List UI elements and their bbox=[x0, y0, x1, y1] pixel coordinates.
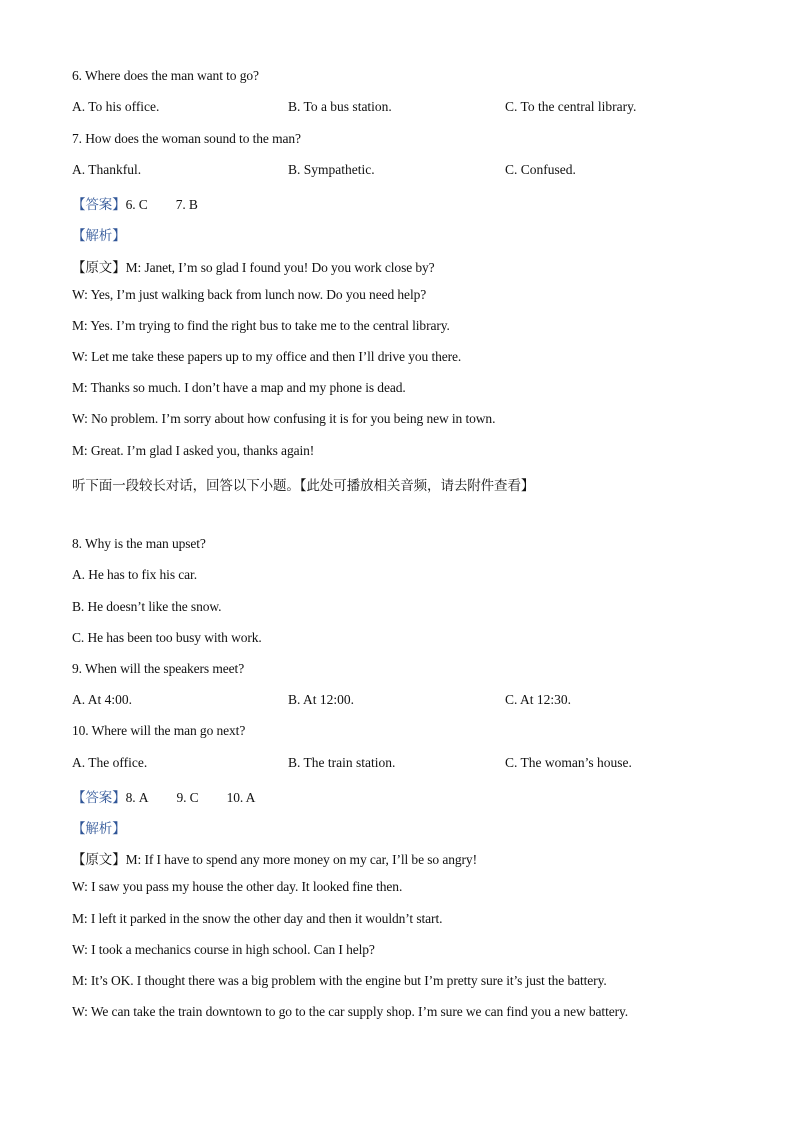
transcript-line-2-0 bbox=[72, 848, 477, 868]
transcript-line-2-1: W: I saw you pass my house the other day. It looked fine then. bbox=[72, 879, 403, 894]
q6-option-b: B. To a bus station. bbox=[288, 99, 392, 114]
question-7: 7. How does the woman sound to the man? bbox=[72, 131, 301, 146]
q9-option-c: C. At 12:30. bbox=[505, 692, 572, 707]
q6-option-a: A. To his office. bbox=[72, 99, 160, 114]
transcript-tag: 【原文】 bbox=[72, 852, 126, 868]
answer-line-1 bbox=[72, 193, 198, 213]
answer-6: 6. C bbox=[125, 197, 148, 212]
answer-tag: 【答案】 bbox=[72, 197, 126, 213]
answer-7: 7. B bbox=[175, 197, 198, 212]
transcript-line-1-6: M: Great. I’m glad I asked you, thanks again! bbox=[72, 443, 315, 458]
transcript-line-2-3: W: I took a mechanics course in high school. Can I help? bbox=[72, 942, 375, 957]
q6-option-c: C. To the central library. bbox=[505, 99, 637, 114]
answer-10: 10. A bbox=[226, 790, 256, 805]
analysis-line-2 bbox=[72, 817, 126, 837]
transcript-line-1-3: W: Let me take these papers up to my office and then I’ll drive you there. bbox=[72, 349, 462, 364]
transcript-line-1-0 bbox=[72, 256, 435, 276]
transcript-line-1-4: M: Thanks so much. I don’t have a map and my phone is dead. bbox=[72, 380, 406, 395]
answer-line-2 bbox=[72, 786, 255, 806]
q7-option-b: B. Sympathetic. bbox=[288, 162, 375, 177]
answer-8: 8. A bbox=[125, 790, 149, 805]
transcript-text: M: Janet, I’m so glad I found you! Do you work close by? bbox=[125, 260, 435, 275]
analysis-tag: 【解析】 bbox=[72, 228, 126, 244]
transcript-line-1-5: W: No problem. I’m sorry about how confusing it is for you being new in town. bbox=[72, 411, 496, 426]
question-8: 8. Why is the man upset? bbox=[72, 536, 206, 551]
q8-option-b: B. He doesn’t like the snow. bbox=[72, 599, 222, 614]
q7-option-a: A. Thankful. bbox=[72, 162, 142, 177]
question-6: 6. Where does the man want to go? bbox=[72, 68, 259, 83]
q8-option-a: A. He has to fix his car. bbox=[72, 567, 197, 582]
answer-9: 9. C bbox=[176, 790, 199, 805]
transcript-text: M: If I have to spend any more money on my car, I’ll be so angry! bbox=[125, 852, 477, 867]
q10-option-b: B. The train station. bbox=[288, 755, 396, 770]
q9-option-a: A. At 4:00. bbox=[72, 692, 133, 707]
transcript-line-2-4: M: It’s OK. I thought there was a big problem with the engine but I’m pretty sure it’s just the battery. bbox=[72, 973, 607, 988]
question-9: 9. When will the speakers meet? bbox=[72, 661, 245, 676]
transcript-line-1-1: W: Yes, I’m just walking back from lunch now. Do you need help? bbox=[72, 287, 427, 302]
analysis-tag: 【解析】 bbox=[72, 821, 126, 837]
transcript-line-1-2: M: Yes. I’m trying to find the right bus to take me to the central library. bbox=[72, 318, 450, 333]
q10-option-c: C. The woman’s house. bbox=[505, 755, 632, 770]
q10-option-a: A. The office. bbox=[72, 755, 148, 770]
listening-instruction: 听下面一段较长对话，回答以下小题。【此处可播放相关音频，请去附件查看】 bbox=[72, 478, 535, 494]
answer-tag: 【答案】 bbox=[72, 790, 126, 806]
transcript-tag: 【原文】 bbox=[72, 260, 126, 276]
question-10: 10. Where will the man go next? bbox=[72, 723, 246, 738]
q7-option-c: C. Confused. bbox=[505, 162, 576, 177]
q9-option-b: B. At 12:00. bbox=[288, 692, 355, 707]
transcript-line-2-5: W: We can take the train downtown to go to the car supply shop. I’m sure we can find you a new battery. bbox=[72, 1004, 629, 1019]
analysis-line-1 bbox=[72, 224, 126, 244]
transcript-line-2-2: M: I left it parked in the snow the other day and then it wouldn’t start. bbox=[72, 911, 443, 926]
q8-option-c: C. He has been too busy with work. bbox=[72, 630, 262, 645]
